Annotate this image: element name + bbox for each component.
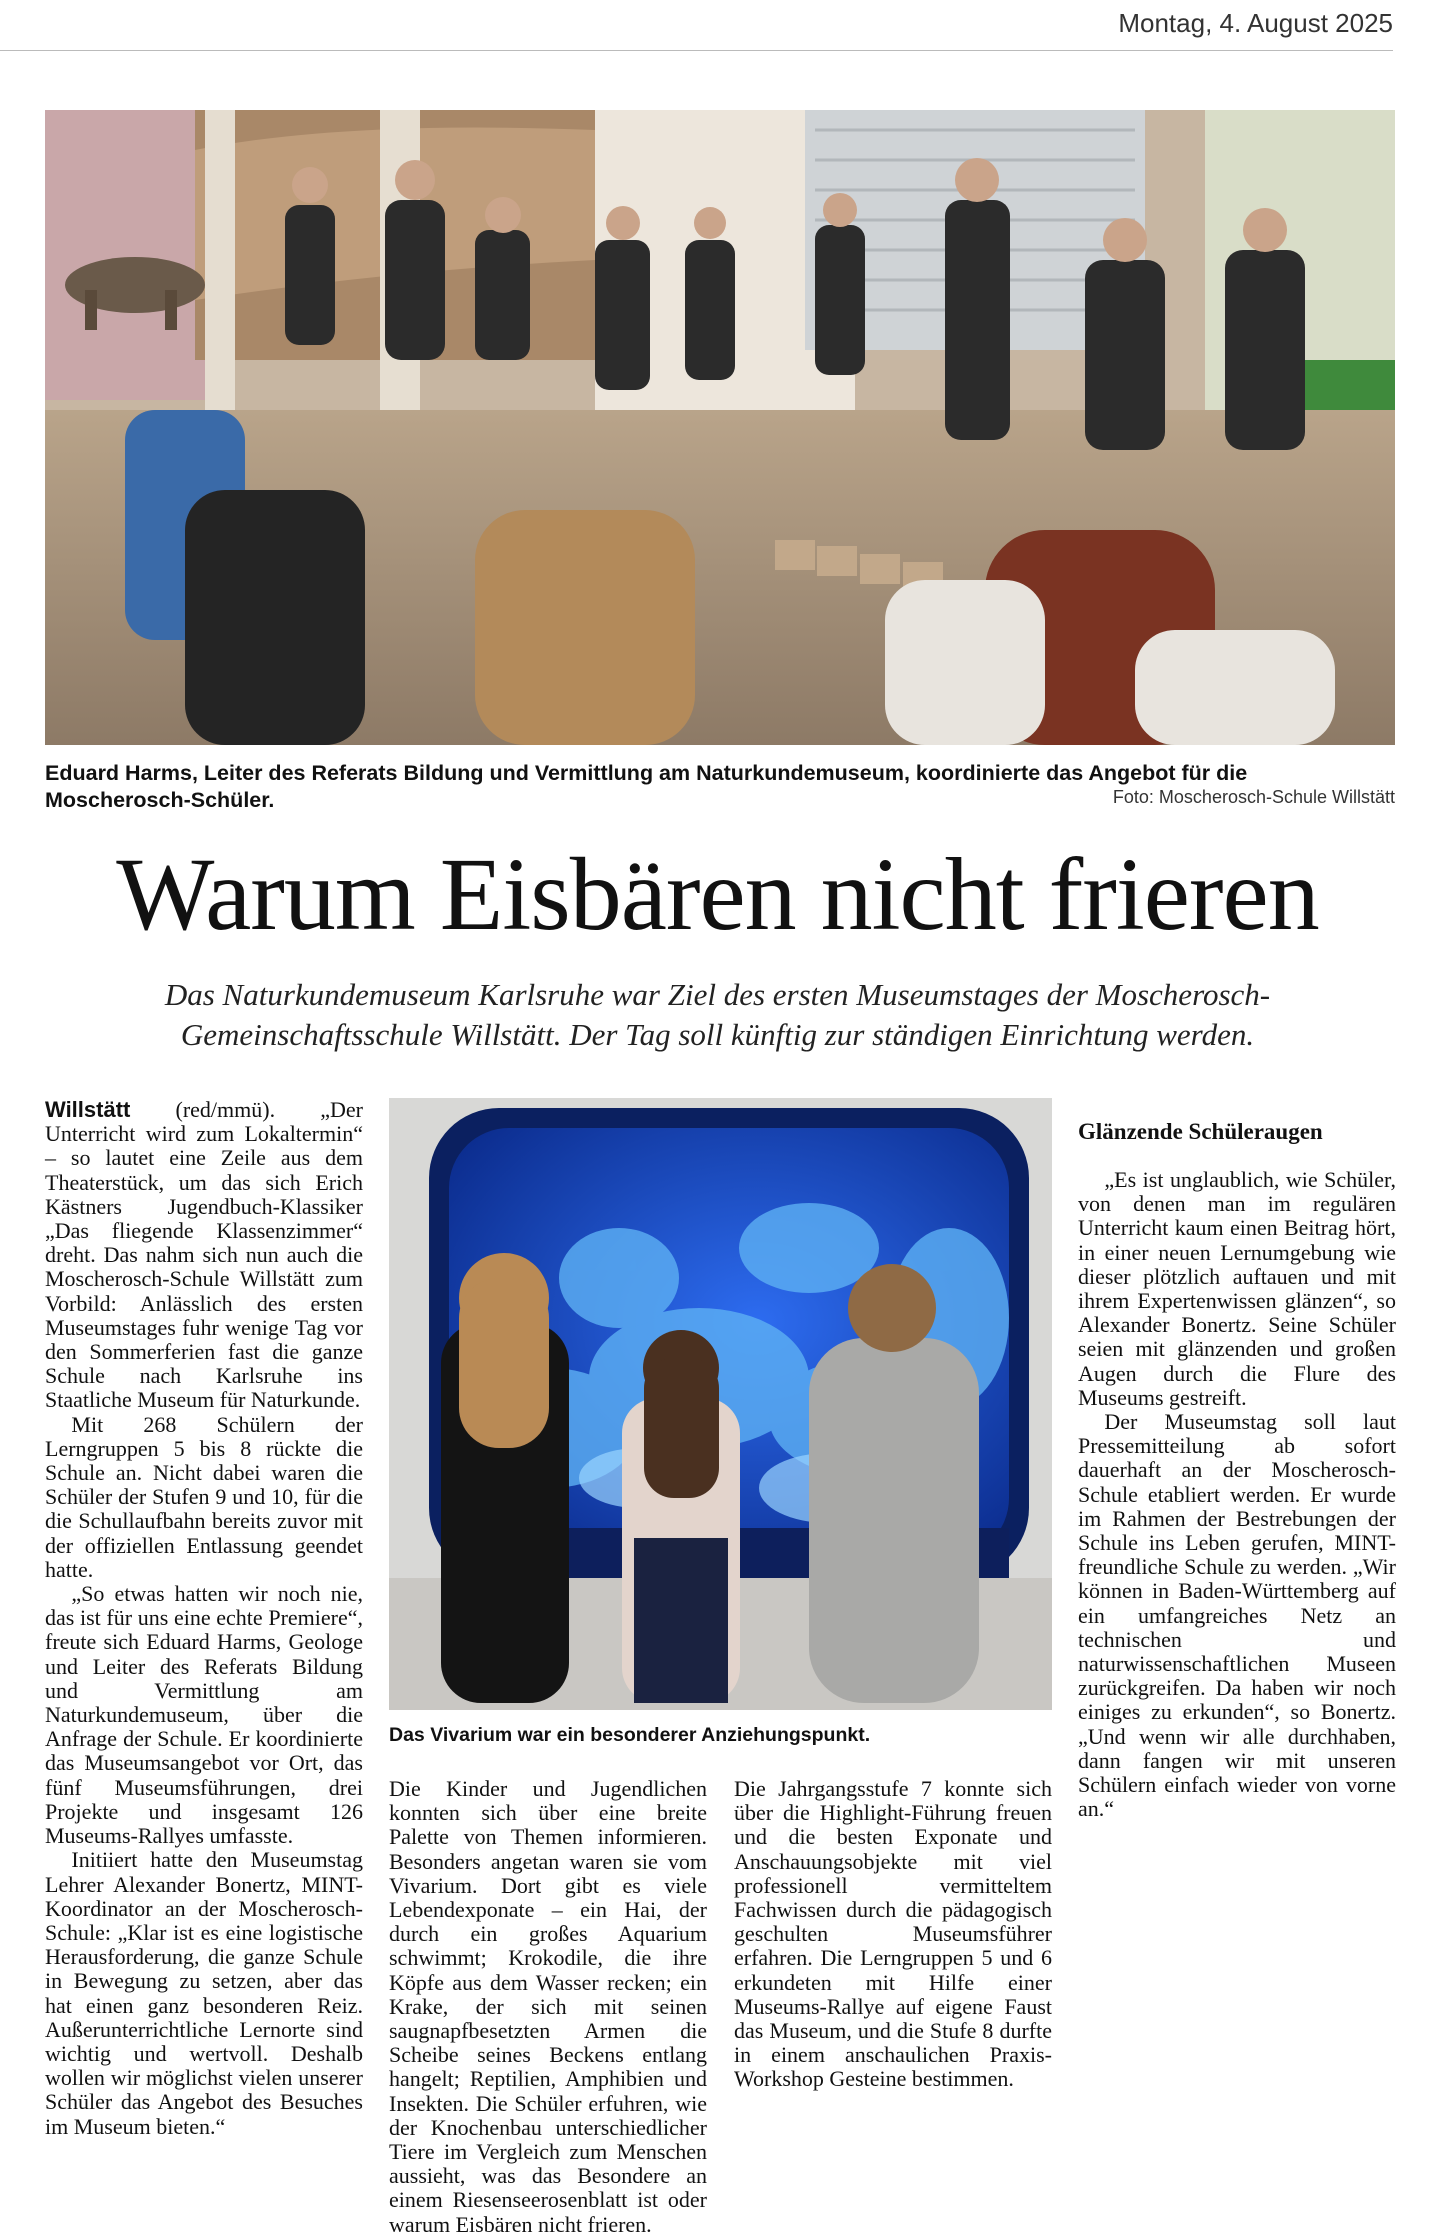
dateline: Willstätt xyxy=(45,1097,131,1122)
article-paragraph-7: „Es ist unglaublich, wie Schüler, von denen man im regulären Unterricht kaum einen Beitrag hört, in einer neuen Lernumgebung wie dieser plötzlich auftauen und mit ihrem Expertenwissen glänzen“, so Alexander Bonertz. Seine Schüler seien mit glänzenden und großen Augen durch die Flure des Museums gestreift. xyxy=(1078,1167,1396,1410)
article-paragraph-1 xyxy=(45,1098,363,1413)
article-paragraph-6: Die Jahrgangsstufe 7 konnte sich über die Highlight-Führung freuen und die besten Exponate und Anschauungsobjekte mit viel professionell vermitteltem Fachwissen durch die pädagogisch geschulten Museumsführer erfahren. Die Lerngruppen 5 und 6 erkundeten mit Hilfe einer Museums-Rallye auf eigene Faust das Museum, und die Stufe 8 durfte in einem anschaulichen Praxis-Workshop Gesteine bestimmen. xyxy=(734,1776,1052,2092)
top-photo-caption: Eduard Harms, Leiter des Referats Bildung und Vermittlung am Naturkundemuseum, koordinierte das Angebot für die Moscherosch-Schüler. xyxy=(45,761,1248,812)
article-column-1 xyxy=(45,1098,363,2139)
article-paragraph-8: Der Museumstag soll laut Pressemitteilung ab sofort dauerhaft an der Moscherosch-Schule etabliert werden. Er wurde im Rahmen der Bestrebungen der Schule ins Leben gerufen, MINT-freundliche Schule zu werden. „Wir können in Baden-Württemberg auf ein umfangreiches Netz an technischen und naturwissenschaftlichen Museen zurückgreifen. Da haben wir noch einiges zu erkunden“, so Bonertz. „Und wenn wir alle durchhaben, dann fangen wir mit unseren Schülern einfach wieder von vorne an.“ xyxy=(1078,1409,1396,1822)
issue-date: Montag, 4. August 2025 xyxy=(1118,8,1393,38)
article-column-3 xyxy=(734,1777,1052,2092)
header-rule xyxy=(0,50,1393,51)
top-photo-credit: Foto: Moscherosch-Schule Willstätt xyxy=(1112,787,1395,807)
article-subhead: Das Naturkundemuseum Karlsruhe war Ziel des ersten Museumstages der Moscherosch-Gemeinschaftsschule Willstätt. Der Tag soll künftig zur ständigen Einrichtung werden. xyxy=(164,977,1271,1052)
article-headline: Warum Eisbären nicht frieren xyxy=(116,837,1319,952)
museum-group-photo xyxy=(45,110,1395,745)
vivarium-photo-caption: Das Vivarium war ein besonderer Anziehungspunkt. xyxy=(389,1724,871,1746)
article-paragraph-2: Mit 268 Schülern der Lerngruppen 5 bis 8 rückte die Schule an. Nicht dabei waren die Schüler der Stufen 9 und 10, für die die Schullaufbahn bereits zuvor mit der offiziellen Entlassung geendet hatte. xyxy=(45,1411,363,1582)
article-subheading: Glänzende Schüleraugen xyxy=(1078,1119,1323,1144)
article-paragraph-3: „So etwas hatten wir noch nie, das ist für uns eine echte Premiere“, freute sich Eduard Harms, Geologe und Leiter des Referats Bildung und Vermittlung am Naturkundemuseum, über die Anfrage der Schule. Er koordinierte das Museumsangebot vor Ort, das fünf Museumsführungen, drei Projekte und insgesamt 126 Museums-Rallyes umfasste. xyxy=(45,1581,363,1849)
article-paragraph-5: Die Kinder und Jugendlichen konnten sich über eine breite Palette von Themen informieren. Besonders angetan waren sie vom Vivarium. Dort gibt es viele Lebendexponate – ein Hai, der durch ein großes Aquarium schwimmt; Krokodile, die ihre Köpfe aus dem Wasser recken; ein Krake, der sich mit seinen saugnapfbesetzten Armen die Scheibe seines Beckens entlang hangelt; Reptilien, Amphibien und Insekten. Die Schüler erfuhren, wie der Knochenbau unterschiedlicher Tiere im Vergleich zum Menschen aussieht, was das Besondere an einem Riesenseerosenblatt ist oder warum Eisbären nicht frieren. xyxy=(389,1776,707,2237)
article-column-4 xyxy=(1078,1098,1396,1821)
paragraph-1-text: (red/mmü). „Der Unterricht wird zum Lokaltermin“ – so lautet eine Zeile aus dem Theaterstück, um das sich Erich Kästners Jugendbuch-Klassiker „Das fliegende Klassenzimmer“ dreht. Das nahm sich nun auch die Moscherosch-Schule Willstätt zum Vorbild: Anlässlich des ersten Museumstages fuhr wenige Tag vor den Sommerferien fast die ganze Schule nach Karlsruhe ins Staatliche Museum für Naturkunde. xyxy=(45,1097,363,1413)
article-column-2 xyxy=(389,1777,707,2237)
vivarium-aquarium-photo xyxy=(389,1098,1052,1710)
article-paragraph-4: Initiiert hatte den Museumstag Lehrer Alexander Bonertz, MINT-Koordinator an der Moscherosch-Schule: „Klar ist es eine logistische Herausforderung, die ganze Schule in Bewegung zu setzen, aber das hat einen ganz besonderen Reiz. Außerunterrichtliche Lernorte sind wichtig und wertvoll. Deshalb wollen wir möglichst vielen unserer Schüler das Angebot des Besuches im Museum bieten.“ xyxy=(45,1847,363,2139)
